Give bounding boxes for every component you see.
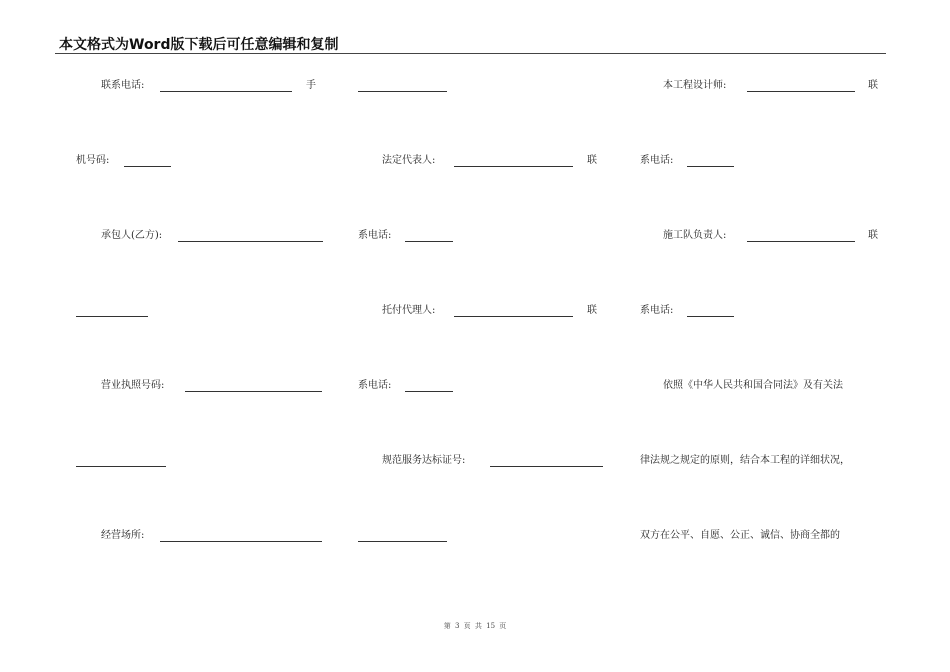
contractor-party-b-blank[interactable]: [178, 241, 323, 242]
total-page-count: 15: [486, 622, 496, 630]
phone-label: 系电话:: [358, 230, 392, 241]
construction-team-leader-blank[interactable]: [747, 241, 855, 242]
continued-blank[interactable]: [76, 316, 148, 317]
mobile-number-blank[interactable]: [124, 166, 171, 167]
contact-label-start: 联: [868, 80, 878, 91]
contact-label-start: 联: [587, 305, 597, 316]
header-divider: [55, 53, 886, 54]
mobile-continued-blank[interactable]: [358, 91, 447, 92]
footer-page-word: 页: [463, 622, 471, 630]
business-premises-blank[interactable]: [160, 541, 322, 542]
project-designer-blank[interactable]: [747, 91, 855, 92]
authorized-agent-label: 托付代理人:: [382, 305, 436, 316]
service-standard-cert-label: 规范服务达标证号:: [382, 455, 466, 466]
phone-label: 系电话:: [640, 155, 674, 166]
current-page-number: 3: [454, 622, 460, 630]
phone-blank[interactable]: [687, 166, 734, 167]
authorized-agent-blank[interactable]: [454, 316, 573, 317]
continued-blank[interactable]: [76, 466, 166, 467]
page-number-footer: [0, 621, 950, 631]
phone-blank[interactable]: [687, 316, 734, 317]
footer-prefix: 第: [443, 622, 451, 630]
phone-blank[interactable]: [405, 391, 453, 392]
contact-phone-blank[interactable]: [160, 91, 292, 92]
project-designer-label: 本工程设计师:: [663, 80, 727, 91]
footer-suffix: 页: [499, 622, 507, 630]
contact-phone-label: 联系电话:: [101, 80, 145, 91]
business-license-number-blank[interactable]: [185, 391, 322, 392]
contract-clause-line-1: 依照《中华人民共和国合同法》及有关法: [663, 380, 843, 391]
footer-total-word: 共: [474, 622, 482, 630]
contract-clause-line-3: 双方在公平、自愿、公正、诚信、协商全都的: [640, 530, 840, 541]
mobile-number-label: 机号码:: [76, 155, 110, 166]
continued-blank[interactable]: [358, 541, 447, 542]
phone-label: 系电话:: [358, 380, 392, 391]
phone-label: 系电话:: [640, 305, 674, 316]
contractor-party-b-label: 承包人(乙方):: [101, 230, 163, 241]
phone-blank[interactable]: [405, 241, 453, 242]
business-premises-label: 经营场所:: [101, 530, 145, 541]
contact-label-start: 联: [587, 155, 597, 166]
construction-team-leader-label: 施工队负责人:: [663, 230, 727, 241]
legal-representative-blank[interactable]: [454, 166, 573, 167]
mobile-label-start: 手: [306, 80, 316, 91]
contact-label-start: 联: [868, 230, 878, 241]
contract-clause-line-2: 律法规之规定的原则，结合本工程的详细状况，: [640, 455, 850, 466]
document-header-title: 本文格式为Word版下载后可任意编辑和复制: [59, 37, 339, 53]
legal-representative-label: 法定代表人:: [382, 155, 436, 166]
service-standard-cert-blank[interactable]: [490, 466, 603, 467]
business-license-number-label: 营业执照号码:: [101, 380, 165, 391]
